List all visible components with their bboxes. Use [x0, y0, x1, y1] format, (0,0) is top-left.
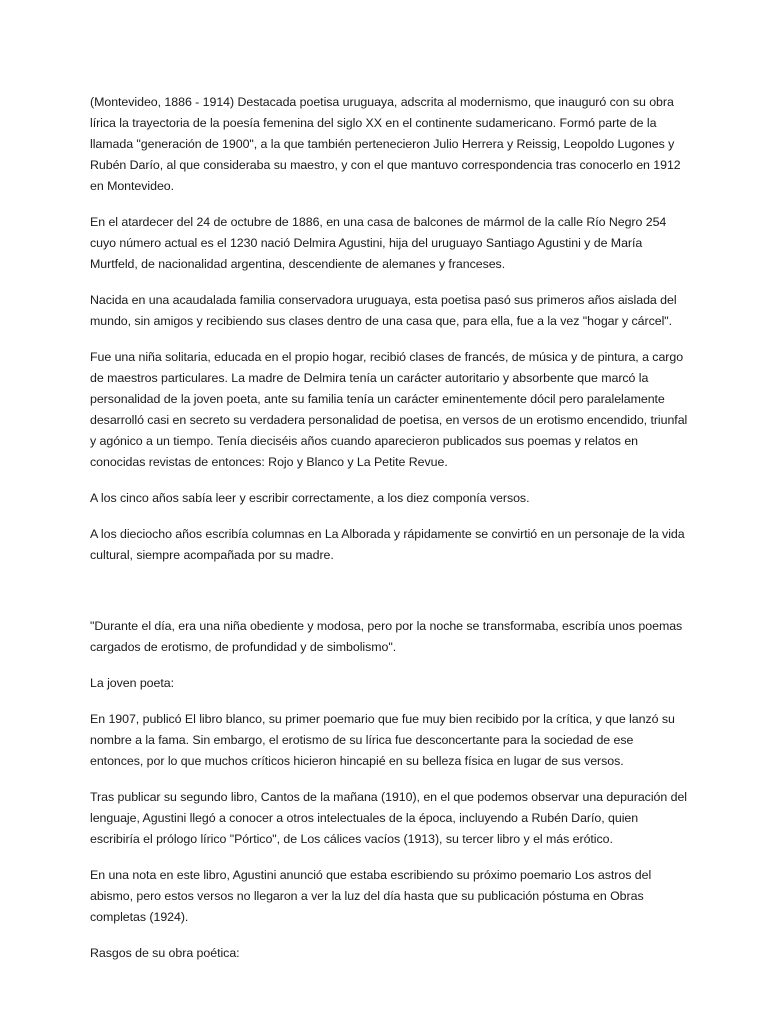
paragraph-gap [90, 581, 690, 616]
paragraph-childhood: Fue una niña solitaria, educada en el propio hogar, recibió clases de francés, de música y de pintura, a cargo de maestros particulares. La madre de Delmira tenía un carácter autoritario y absorbente que marcó la personalidad de la joven poeta, ante su familia tenía un carácter eminentemente dócil pero paralelamente desarrolló casi en secreto su verdadera personalidad de poetisa, en versos de un erotismo encendido, triunfal y agónico a un tiempo. Tenía dieciséis años cuando aparecieron publicados sus poemas y relatos en conocidas revistas de entonces: Rojo y Blanco y La Petite Revue. [90, 350, 688, 469]
paragraph-intro: (Montevideo, 1886 - 1914) Destacada poetisa uruguaya, adscrita al modernismo, que inauguró con su obra lírica la trayectoria de la poesía femenina del siglo XX en el continente sudamericano. Formó parte de la llamada "generación de 1900", a la que también pertenecieron Julio Herrera y Reissig, Leopoldo Lugones y Rubén Darío, al que consideraba su maestro, y con el que mantuvo correspondencia tras conocerlo en 1912 en Montevideo. [90, 95, 681, 193]
paragraph-birth: En el atardecer del 24 de octubre de 1886, en una casa de balcones de mármol de la calle Río Negro 254 cuyo número actual es el 1230 nació Delmira Agustini, hija del uruguayo Santiago Agustini y de María Murtfeld, de nacionalidad argentina, descendiente de alemanes y franceses. [90, 215, 667, 271]
paragraph-cantos: Tras publicar su segundo libro, Cantos de la mañana (1910), en el que podemos observar una depuración del lenguaje, Agustini llegó a conocer a otros intelectuales de la época, incluyendo a Rubén Darío, quien escribiría el prólogo lírico "Pórtico", de Los cálices vacíos (1913), su tercer libro y el más erótico. [90, 790, 687, 846]
section-heading-rasgos: Rasgos de su obra poética: [90, 946, 240, 960]
paragraph-early-writing: A los cinco años sabía leer y escribir correctamente, a los diez componía versos. [90, 491, 530, 505]
paragraph-astros: En una nota en este libro, Agustini anunció que estaba escribiendo su próximo poemario Los astros del abismo, pero estos versos no llegaron a ver la luz del día hasta que su publicación póstuma en Obras completas (1924). [90, 868, 652, 924]
paragraph-libro-blanco: En 1907, publicó El libro blanco, su primer poemario que fue muy bien recibido por la crítica, y que lanzó su nombre a la fama. Sin embargo, el erotismo de su lírica fue desconcertante para la sociedad de ese entonces, por lo que muchos críticos hicieron hincapié en su belleza física en lugar de sus versos. [90, 712, 675, 768]
paragraph-family: Nacida en una acaudalada familia conservadora uruguaya, esta poetisa pasó sus primeros años aislada del mundo, sin amigos y recibiendo sus clases dentro de una casa que, para ella, fue a la vez "hogar y cárcel". [90, 293, 677, 328]
section-heading-joven-poeta: La joven poeta: [90, 676, 174, 690]
document-body [90, 92, 690, 979]
paragraph-la-alborada: A los dieciocho años escribía columnas en La Alborada y rápidamente se convirtió en un personaje de la vida cultural, siempre acompañada por su madre. [90, 527, 685, 562]
paragraph-quote: "Durante el día, era una niña obediente y modosa, pero por la noche se transformaba, escribía unos poemas cargados de erotismo, de profundidad y de simbolismo". [90, 619, 683, 654]
